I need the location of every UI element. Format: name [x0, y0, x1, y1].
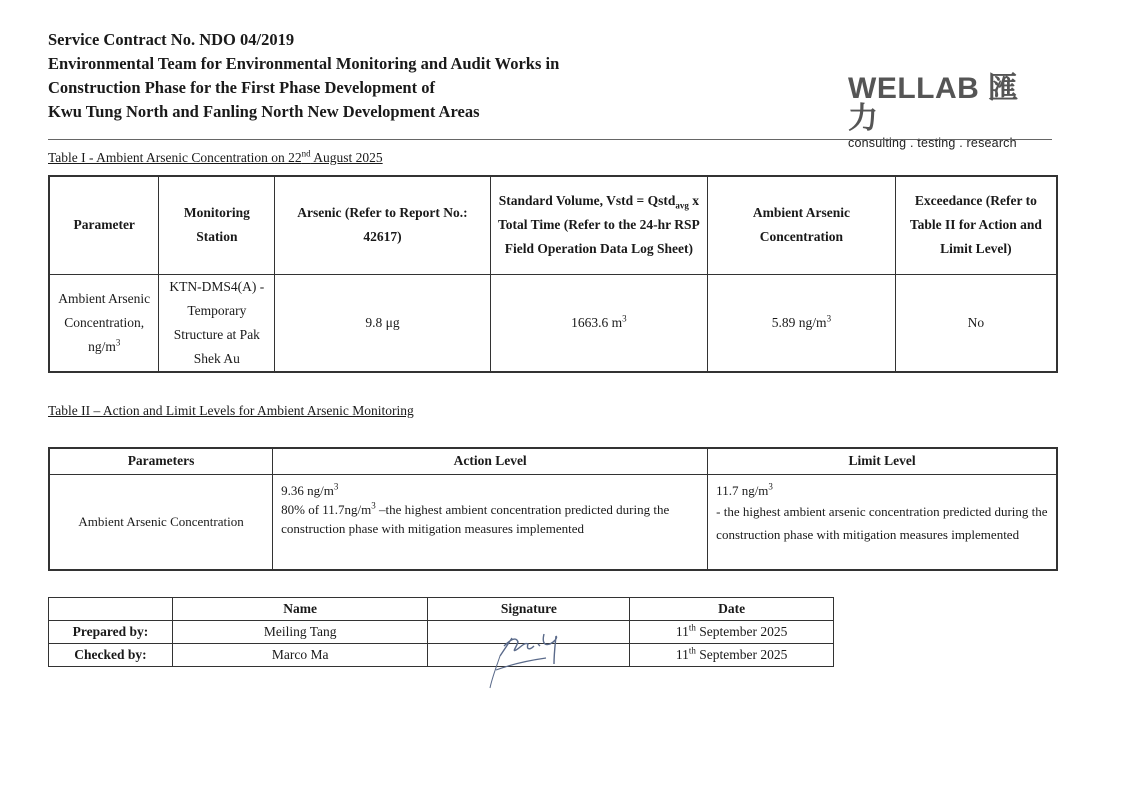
header-parameters: Parameters [49, 448, 273, 474]
header-monitoring-station: Monitoring Station [159, 176, 275, 274]
header-ambient-concentration: Ambient Arsenic Concentration [708, 176, 896, 274]
logo-tagline: consulting . testing . research [848, 136, 1017, 150]
header-action-level: Action Level [273, 448, 708, 474]
cell-arsenic: 9.8 μg [275, 274, 490, 372]
header-name: Name [172, 598, 428, 621]
checked-date: 11th September 2025 [630, 644, 834, 667]
prepared-date: 11th September 2025 [630, 621, 834, 644]
header-standard-volume: Standard Volume, Vstd = Qstd$_{avg}$ x Total Time (Refer to the 24-hr RSP Field Operation Data Log Sheet) [490, 176, 707, 274]
document-header [48, 28, 668, 124]
header-parameter: Parameter [49, 176, 159, 274]
table-row [49, 644, 834, 667]
cell-parameter: Ambient Arsenic Concentration [49, 474, 273, 570]
arsenic-concentration-table [48, 175, 1058, 373]
cell-volume: 1663.6 $m^3$ [490, 274, 707, 372]
header-exceedance: Exceedance (Refer to Table II for Action and Limit Level) [895, 176, 1057, 274]
table-header-row [49, 176, 1057, 274]
limit-value: 11.7 $ng/m^3$ [716, 481, 773, 498]
contract-number: Service Contract No. NDO 04/2019 [48, 30, 295, 49]
action-limit-table [48, 447, 1058, 571]
logo-brand: WELLAB 匯力 [848, 72, 1019, 135]
prepared-by-label: Prepared by: [49, 621, 173, 644]
cell-exceedance: No [895, 274, 1057, 372]
table-row [49, 474, 1057, 570]
action-value: 9.36 $ng/m^3$ [281, 481, 339, 498]
table2-caption: Table II – Action and Limit Levels for Ambient Arsenic Monitoring [48, 403, 414, 418]
header-blank [49, 598, 173, 621]
cell-station: KTN-DMS4(A) - Temporary Structure at Pak Shek Au [159, 274, 275, 372]
header-divider [48, 139, 1052, 140]
checked-by-name: Marco Ma [172, 644, 428, 667]
signoff-table [48, 597, 834, 667]
checked-by-label: Checked by: [49, 644, 173, 667]
cell-ambient: 5.89 $ng/m^3$ [708, 274, 896, 372]
header-line-4: Kwu Tung North and Fanling North New Development Areas [48, 102, 480, 121]
header-line-2: Environmental Team for Environmental Monitoring and Audit Works in [48, 54, 560, 73]
table-header-row [49, 448, 1057, 474]
header-signature: Signature [428, 598, 630, 621]
header-line-3: Construction Phase for the First Phase Development of [48, 78, 435, 97]
table1-caption: Table I - Ambient Arsenic Concentration on 22nd August 2025 [48, 148, 383, 165]
header-date: Date [630, 598, 834, 621]
prepared-by-name: Meiling Tang [172, 621, 428, 644]
cell-action-level [273, 474, 708, 570]
table-header-row [49, 598, 834, 621]
table-row [49, 621, 834, 644]
cell-limit-level [708, 474, 1057, 570]
header-arsenic: Arsenic (Refer to Report No.: 42617) [275, 176, 490, 274]
cell-parameter: Ambient Arsenic Concentration, $ng/m^3$ [49, 274, 159, 372]
header-limit-level: Limit Level [708, 448, 1057, 474]
action-description: 80% of $11.7ng/m^3$ –the highest ambient concentration predicted during the construction phase with mitigation measures implemented [281, 500, 670, 536]
handwritten-signature-icon [482, 620, 592, 690]
limit-description: - the highest ambient arsenic concentration predicted during the construction phase with mitigation measures implemented [716, 503, 1048, 542]
table-row [49, 274, 1057, 372]
